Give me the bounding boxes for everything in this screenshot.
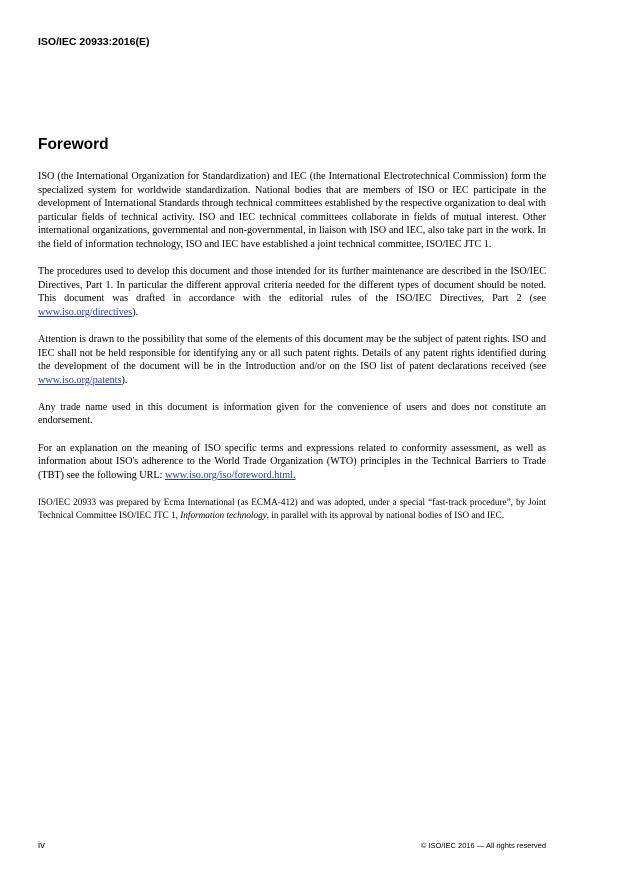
paragraph-text: For an explanation on the meaning of ISO specific terms and expressions related to conformity assessment, as well as information about ISO's adherence to the World Trade Organization (WTO) principles in the Technical Barriers to Trade (TBT) see the following URL: (38, 442, 546, 481)
paragraph-patents (38, 333, 546, 387)
paragraph-text: Attention is drawn to the possibility that some of the elements of this document may be the subject of patent rights. ISO and IEC shall not be held responsible for identifying any or all such patent rights. Details of any patent rights identified during the development of the document will be in the Introduction and/or on the ISO list of patent declarations received (see (38, 333, 546, 373)
page-title: Foreword (38, 136, 109, 153)
foreword-body (38, 170, 546, 536)
paragraph-text: The procedures used to develop this document and those intended for its further maintenance are described in the ISO/IEC Directives, Part 1. In particular the different approval criteria needed for the different types of document should be noted. This document was drafted in accordance with the editorial rules of the ISO/IEC Directives, Part 2 (see (38, 266, 546, 305)
paragraph-procedures (38, 265, 546, 319)
paragraph-text: ). (132, 306, 139, 318)
paragraph-text: ISO/IEC 20933 was prepared by Ecma International (as ECMA-412) and was adopted, under a special “fast-track procedure”, by Joint Technical Committee ISO/IEC JTC 1, (38, 496, 546, 520)
page-number: iv (38, 840, 45, 851)
paragraph-text: ). (121, 374, 128, 386)
directives-link[interactable]: www.iso.org/directives (38, 306, 133, 318)
foreword-link[interactable]: www.iso.org/iso/foreword.html. (165, 469, 296, 481)
paragraph-prepared-by (38, 496, 546, 522)
paragraph-trade-name: Any trade name used in this document is information given for the convenience of users and does not constitute an endorsement. (38, 401, 546, 427)
document-id: ISO/IEC 20933:2016(E) (38, 36, 150, 48)
patents-link[interactable]: www.iso.org/patents (38, 374, 122, 386)
italic-text: Information technology (180, 509, 267, 520)
paragraph-text: , in parallel with its approval by national bodies of ISO and IEC. (266, 509, 505, 520)
copyright-notice: © ISO/IEC 2016 — All rights reserved (420, 841, 546, 850)
paragraph-organization: ISO (the International Organization for Standardization) and IEC (the International Electrotechnical Commission) form the specialized system for worldwide standardization. National bodies that are members of ISO or IEC participate in the development of International Standards through technical committees established by the respective organization to deal with particular fields of technical activity. ISO and IEC technical committees collaborate in fields of mutual interest. Other international organizations, governmental and non-governmental, in liaison with ISO and IEC, also take part in the work. In the field of information technology, ISO and IEC have established a joint technical committee, ISO/IEC JTC 1. (38, 171, 546, 250)
paragraph-conformity (38, 442, 546, 483)
